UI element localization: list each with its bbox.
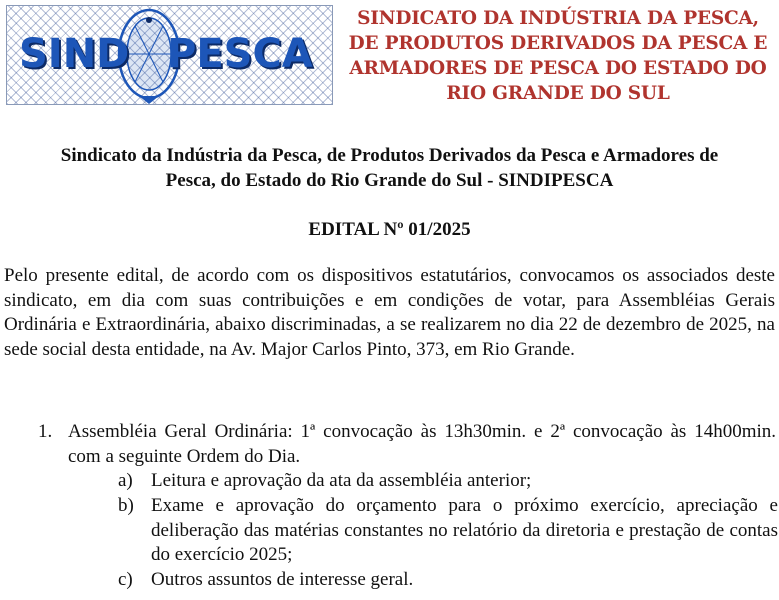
title-line: Sindicato da Indústria da Pesca, de Produtos Derivados da Pesca e Armadores de [60, 145, 719, 166]
subitem-letter: b) [118, 495, 134, 516]
edital-number: EDITAL Nº 01/2025 [308, 219, 471, 240]
logo-text-sind: SIND [19, 31, 130, 77]
document-title [0, 143, 779, 193]
intro-paragraph: Pelo presente edital, de acordo com os dispositivos estatutários, convocamos os associados deste sindicato, em dia com suas contribuições e em condições de votar, para Assembléias Gerais Ordinária e Extraordinária, abaixo discriminadas, a se realizarem no dia 22 de dezembro de 2025, na sede social desta entidade, na Av. Major Carlos Pinto, 373, em Rio Grande. [4, 265, 775, 360]
org-name-line: ARMADORES DE PESCA DO ESTADO DO [349, 58, 767, 79]
subitem-text: Outros assuntos de interesse geral. [151, 569, 414, 590]
sindipesca-logo [6, 5, 333, 105]
subitem-letter: a) [118, 470, 133, 491]
organization-name [340, 6, 776, 106]
item-number: 1. [38, 421, 53, 442]
subitem-letter: c) [118, 569, 133, 590]
subitem-text: Leitura e aprovação da ata da assembléia anterior; [151, 470, 532, 491]
title-line: Pesca, do Estado do Rio Grande do Sul - SINDIPESCA [165, 170, 614, 191]
org-name-line: SINDICATO DA INDÚSTRIA DA PESCA, [357, 8, 759, 29]
letterhead [0, 0, 779, 115]
org-name-line: DE PRODUTOS DERIVADOS DA PESCA E [348, 33, 768, 54]
item-text: Assembléia Geral Ordinária: 1ª convocação às 13h30min. e 2ª convocação às 14h00min. com a seguinte Ordem do Dia. [68, 421, 776, 467]
logo-text-pesca: PESCA [167, 31, 313, 77]
org-name-line: RIO GRANDE DO SUL [446, 83, 670, 104]
subitem-text: Exame e aprovação do orçamento para o próximo exercício, apreciação e deliberação das matérias constantes no relatório da diretoria e prestação de contas do exercício 2025; [151, 495, 778, 565]
